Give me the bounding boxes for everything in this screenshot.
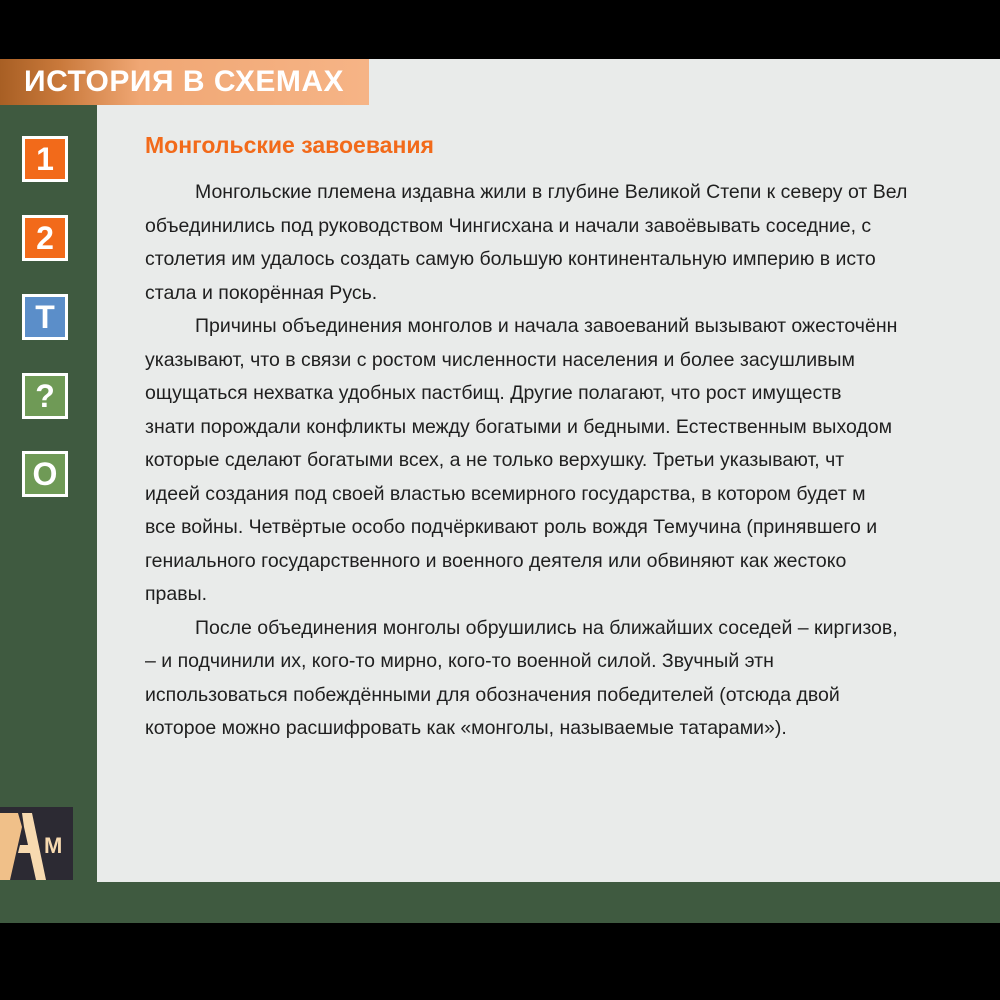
article-line: стала и покорённая Русь.	[145, 281, 378, 304]
nav-button-questions[interactable]: ?	[22, 373, 68, 419]
nav-button-2[interactable]: 2	[22, 215, 68, 261]
article-line: Монгольские племена издавна жили в глубине Великой Степи к северу от Вел	[195, 181, 908, 203]
article-line: Причины объединения монголов и начала завоеваний вызывают ожесточённ	[195, 315, 898, 337]
article-line: правы.	[145, 583, 208, 605]
article-line: – и подчинили их, кого-то мирно, кого-то военной силой. Звучный этн	[145, 650, 774, 672]
article-line: столетия им удалось создать самую большую континентальную империю в исто	[145, 248, 876, 270]
article-line: После объединения монголы обрушились на ближайших соседей – киргизов,	[195, 616, 898, 639]
article-line: все войны. Четвёртые особо подчёркивают роль вождя Темучина (принявшего и	[145, 516, 878, 538]
article-line: знати порождали конфликты между богатыми и бедными. Естественным выходом	[145, 415, 893, 438]
article-line: объединились под руководством Чингисхана и начали завоёвывать соседние, с	[145, 214, 872, 237]
article-text	[145, 176, 1000, 746]
article-line: которые сделают богатыми всех, а не только верхушку. Третьи указывают, чт	[145, 449, 845, 471]
article-paragraph	[145, 310, 1000, 612]
content-panel	[97, 59, 1000, 882]
article-line: которое можно расшифровать как «монголы, называемые татарами»).	[145, 717, 787, 739]
article-title: Монгольские завоевания	[145, 132, 434, 158]
article-line: ощущаться нехватка удобных пастбищ. Другие полагают, что рост имуществ	[145, 382, 842, 404]
header-title-tab	[0, 59, 369, 105]
publisher-logo	[0, 807, 73, 880]
svg-text:М: М	[44, 833, 63, 858]
logo-icon	[0, 807, 73, 880]
article-paragraph	[145, 612, 1000, 746]
article-line: гениального государственного и военного деятеля или обвиняют как жестоко	[145, 549, 847, 572]
nav-button-1[interactable]: 1	[22, 136, 68, 182]
nav-button-test[interactable]: Т	[22, 294, 68, 340]
nav-button-answers[interactable]: О	[22, 451, 68, 497]
header-title: ИСТОРИЯ В СХЕМАХ	[24, 65, 345, 98]
article-line: идеей создания под своей властью всемирного государства, в котором будет м	[145, 482, 866, 505]
slide	[0, 59, 1000, 923]
article-line: использоваться побеждёнными для обозначения победителей (отсюда двой	[145, 683, 840, 706]
article-line: указывают, что в связи с ростом численности населения и более засушливым	[145, 348, 855, 371]
article-paragraph	[145, 176, 1000, 310]
